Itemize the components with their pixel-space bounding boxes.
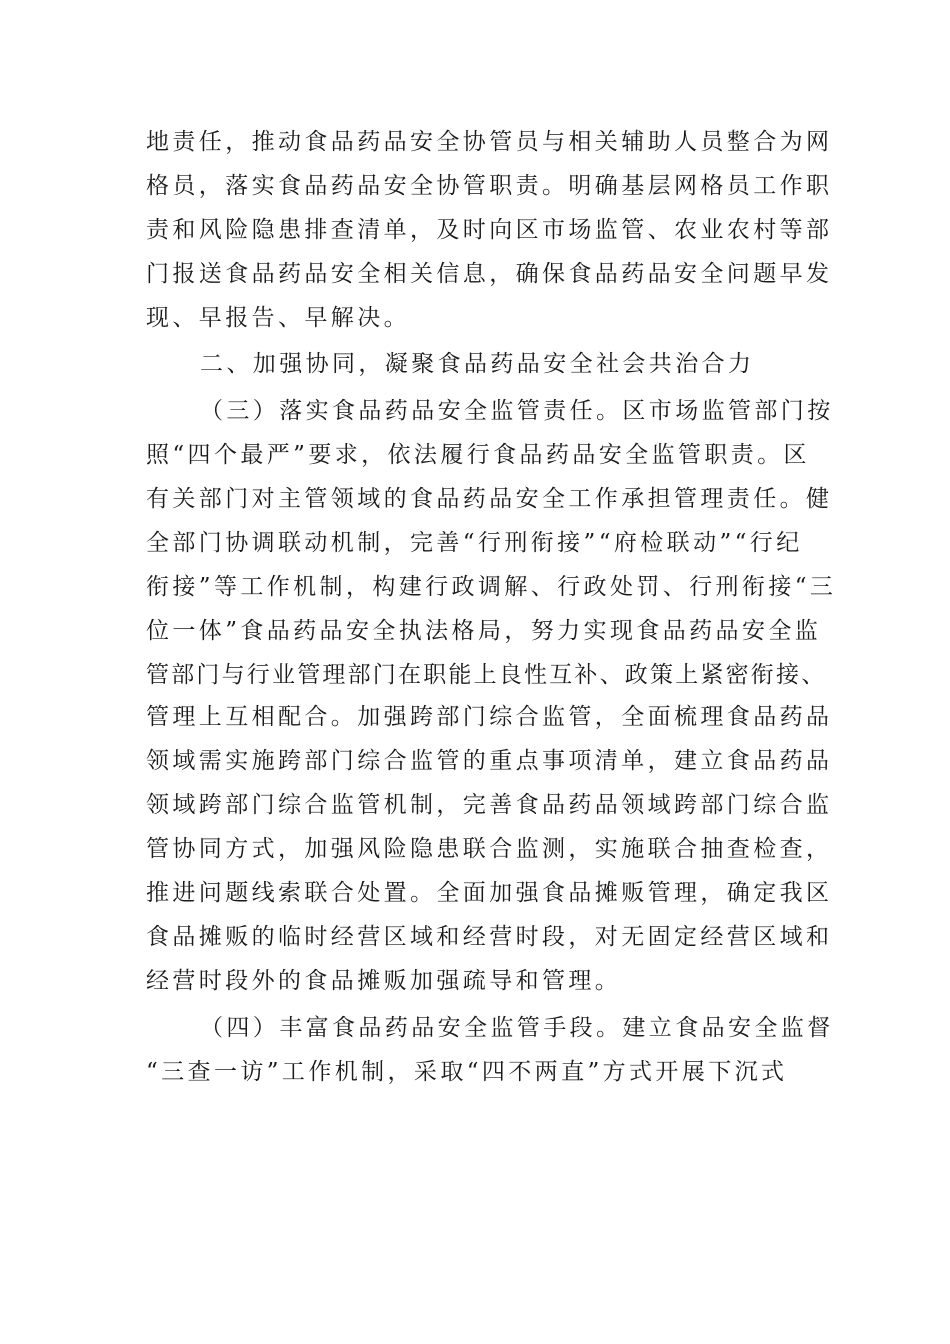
- paragraph-line: 全部门协调联动机制，完善“行刑衔接”“府检联动”“行纪: [146, 530, 803, 556]
- paragraph-line: 照“四个最严”要求，依法履行食品药品安全监管职责。区: [146, 442, 810, 468]
- paragraph-line: 推进问题线索联合处置。全面加强食品摊贩管理，确定我区: [146, 880, 833, 906]
- paragraph-line: 格员，落实食品药品安全协管职责。明确基层网格员工作职: [146, 173, 833, 199]
- paragraph-line: 衔接”等工作机制，构建行政调解、行政处罚、行刑衔接“三: [146, 574, 837, 600]
- paragraph-line: “三查一访”工作机制，采取“四不两直”方式开展下沉式: [146, 1059, 788, 1085]
- paragraph-line: 现、早报告、早解决。: [146, 305, 410, 331]
- paragraph-line: 有关部门对主管领域的食品药品安全工作承担管理责任。健: [146, 486, 833, 512]
- paragraph-line: 门报送食品药品安全相关信息，确保食品药品安全问题早发: [146, 261, 833, 287]
- paragraph-line: 领域需实施跨部门综合监管的重点事项清单，建立食品药品: [146, 748, 833, 774]
- paragraph-line: 食品摊贩的临时经营区域和经营时段，对无固定经营区域和: [146, 924, 833, 950]
- paragraph-line: 地责任，推动食品药品安全协管员与相关辅助人员整合为网: [146, 129, 833, 155]
- paragraph-line: （三）落实食品药品安全监管责任。区市场监管部门按: [200, 398, 834, 424]
- paragraph-line: 经营时段外的食品摊贩加强疏导和管理。: [146, 968, 622, 994]
- paragraph-line: 管部门与行业管理部门在职能上良性互补、政策上紧密衔接、: [146, 662, 827, 688]
- section-heading: 二、加强协同，凝聚食品药品安全社会共治合力: [200, 351, 755, 377]
- paragraph-line: 领域跨部门综合监管机制，完善食品药品领域跨部门综合监: [146, 792, 833, 818]
- paragraph-line: （四）丰富食品药品安全监管手段。建立食品安全监督: [200, 1015, 834, 1041]
- paragraph-line: 管理上互相配合。加强跨部门综合监管，全面梳理食品药品: [146, 704, 833, 730]
- paragraph-line: 责和风险隐患排查清单，及时向区市场监管、农业农村等部: [146, 217, 833, 243]
- paragraph-line: 管协同方式，加强风险隐患联合监测，实施联合抽查检查，: [146, 836, 833, 862]
- paragraph-line: 位一体”食品药品安全执法格局，努力实现食品药品安全监: [146, 618, 822, 644]
